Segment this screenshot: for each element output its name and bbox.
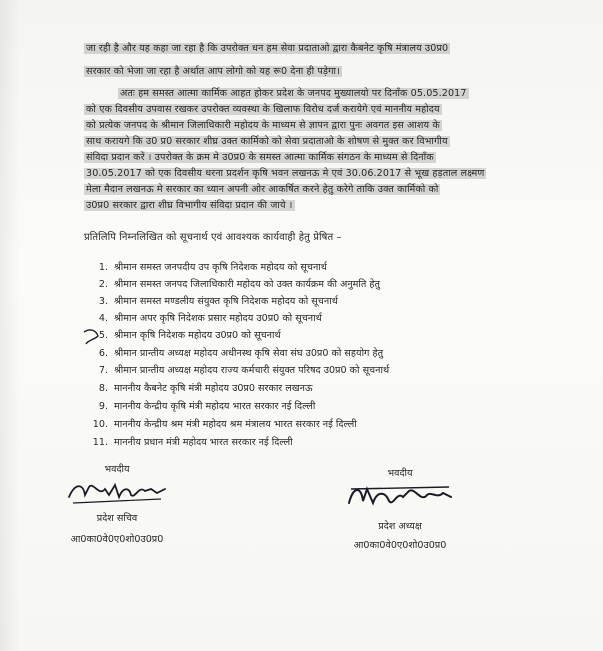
list-item: 6. श्रीमान प्रान्तीय अध्यक्ष महोदय अधीनस्थ कृषि सेवा संघ उ0प्र0 को सहयोग हेतु [98, 348, 384, 359]
list-item: 2. श्रीमान समस्त जनपद जिलाधिकारी महोदय को उक्त कार्यक्रम की अनुमति हेतु [98, 279, 380, 290]
pen-check-mark [82, 326, 108, 348]
signature-block-secretary [62, 462, 172, 545]
paragraph-1-line: सरकार को भेजा जा रहा है अर्थात आप लोगो को यह रू0 देना ही पड़ेगा। [86, 66, 340, 77]
salutation: भवदीय [387, 468, 413, 479]
salutation: भवदीय [104, 464, 130, 475]
handwritten-signature-president [345, 481, 455, 517]
designation: प्रदेश सचिव [96, 513, 138, 524]
list-item: 8. माननीय कैबनेट कृषि मंत्री महोदय उ0प्र0 सरकार लखनऊ [98, 383, 313, 394]
signature-block-president [325, 466, 475, 551]
list-item: 5. श्रीमान कृषि निदेशक महोदय उ0प्र0 को सूचनार्थ [98, 330, 281, 341]
paragraph-2-line: अतः हम समस्त आत्मा कार्मिक आहत होकर प्रदेश के जनपद मुख्यालयो पर दिनाँक 05.05.2017 [120, 88, 467, 99]
list-item: 1. श्रीमान समस्त जनपदीय उप कृषि निदेशक महोदय को सूचनार्थ [98, 262, 327, 273]
list-item: 10. माननीय केन्द्रीय श्रम मंत्री महोदय श्रम मंत्रालय भारत सरकार नई दिल्ली [92, 419, 357, 430]
list-item: 11. माननीय प्रधान मंत्री महोदय भारत सरकार नई दिल्ली [92, 437, 293, 448]
paragraph-2-line: साथ करायगे कि उ0 प्र0 सरकार शीघ्र उक्त कार्मिको को सेवा प्रदाताओ के शोषण से मुक्त कर विभागीय [86, 136, 448, 147]
paragraph-2-line: को प्रत्येक जनपद के श्रीमान जिलाधिकारी महोदय के माध्यम से ज्ञापन द्वारा पुनः अवगत इस आशय के [86, 120, 440, 131]
scan-shadow [0, 0, 20, 651]
organization: आ0का0वे0ए0शो0उ0प्र0 [70, 534, 164, 545]
list-item: 4. श्रीमान अपर कृषि निदेशक प्रसार महोदय उ0प्र0 को सूचनार्थ [98, 313, 322, 324]
list-item: 9. माननीय केन्द्रीय कृषि मंत्री महोदय भारत सरकार नई दिल्ली [98, 401, 316, 412]
copy-heading: प्रतिलिपि निम्नलिखित को सूचनार्थ एवं आवश्यक कार्यवाही हेतु प्रेषित – [84, 232, 342, 243]
paragraph-2-line: को एक दिवसीय उपवास रखकर उपरोक्त व्यवस्था के खिलाफ विरोध दर्ज करायेगे एवं माननीय महोदय [86, 104, 440, 115]
paragraph-1-line: जा रही है और यह कहा जा रहा है कि उपरोक्त धन हम सेवा प्रदाताओ द्वारा कैबनेट कृषि मंत्रालय उ0प्र0 [86, 43, 449, 54]
paragraph-2-line: संविदा प्रदान करें । उपरोक्त के क्रम मे उ0प्र0 के समस्त आत्मा कार्मिक संगठन के माध्यम से दिनाँक [86, 152, 434, 163]
handwritten-signature-secretary [65, 477, 169, 509]
designation: प्रदेश अध्यक्ष [378, 521, 422, 532]
paragraph-2-line: 30.05.2017 को एक दिवसीय धरना प्रदर्शन कृषि भवन लखनऊ मे एवं 30.06.2017 से भूख हड़ताल लक्ष्मण [86, 168, 485, 179]
paragraph-2-line: मेला मैदान लखनऊ मे सरकार का ध्यान अपनी ओर आकर्षित करने हेतु करेगे ताकि उक्त कार्मिको को [86, 184, 439, 195]
list-item: 7. श्रीमान प्रान्तीय अध्यक्ष महोदय राज्य कर्मचारी संयुक्त परिषद उ0प्र0 को सूचनार्थ [98, 365, 390, 376]
paragraph-2-line: उ0प्र0 सरकार द्वारा शीघ्र विभागीय संविदा प्रदान की जाये । [86, 200, 293, 211]
list-item: 3. श्रीमान समस्त मण्डलीय संयुक्त कृषि निदेशक महोदय को सूचनार्थ [98, 296, 338, 307]
organization: आ0का0वे0ए0शो0उ0प्र0 [353, 540, 447, 551]
